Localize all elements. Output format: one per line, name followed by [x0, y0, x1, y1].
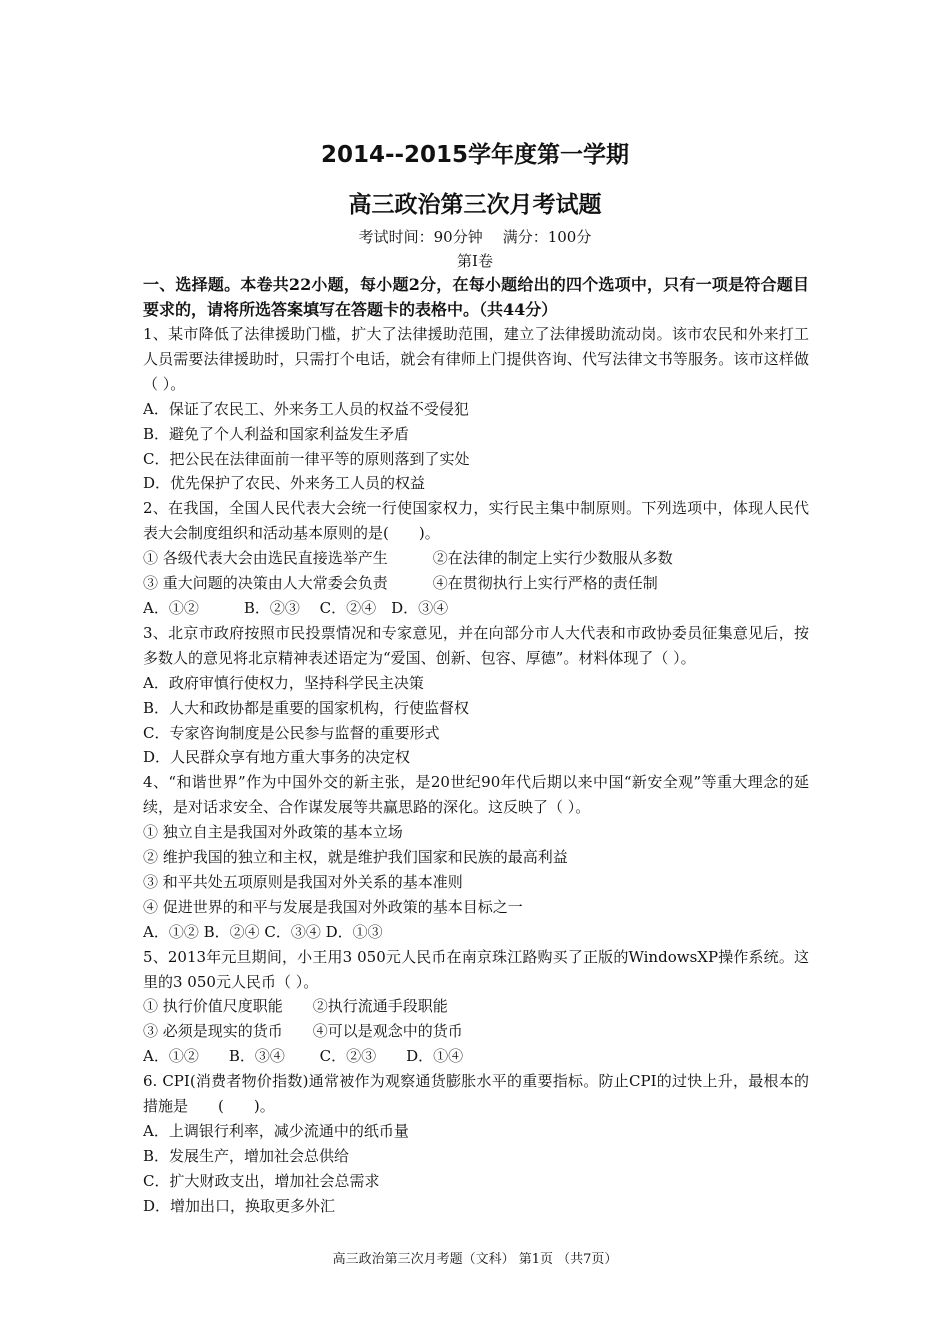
option-line: B．发展生产，增加社会总供给: [143, 1146, 350, 1165]
option-line: A．上调银行利率，减少流通中的纸币量: [143, 1122, 409, 1140]
option-line: ① 各级代表大会由选民直接选举产生 ②在法律的制定上实行少数服从多数: [143, 549, 673, 568]
question-5: [143, 945, 809, 1070]
question-stem: 6. CPI(消费者物价指数)通常被作为观察通货膨胀水平的重要指标。防止CPI的过快上升，最根本的措施是 ( )。: [143, 1072, 809, 1116]
option-line: B．避免了个人利益和国家利益发生矛盾: [143, 424, 410, 443]
exam-time: 考试时间：90分钟: [358, 228, 483, 246]
volume-label: 第I卷: [457, 252, 493, 270]
option-line: ① 执行价值尺度职能 ②执行流通手段职能: [143, 997, 448, 1016]
question-stem: 5、2013年元旦期间，小王用3 050元人民币在南京珠江路购买了正版的WindowsXP操作系统。这里的3 050元人民币（ ）。: [143, 947, 809, 991]
option-line: ① 独立自主是我国对外政策的基本立场: [143, 823, 403, 842]
full-score: 满分：100分: [502, 228, 592, 246]
question-6: [143, 1069, 809, 1218]
question-stem: 4、“和谐世界”作为中国外交的新主张，是20世纪90年代后期以来中国“新安全观”等重大理念的延续，是对话求安全、合作谋发展等共赢思路的深化。这反映了（ ）。: [143, 773, 809, 817]
option-line: ③ 和平共处五项原则是我国对外关系的基本准则: [143, 872, 463, 891]
question-stem: 3、北京市政府按照市民投票情况和专家意见，并在向部分市人大代表和市政协委员征集意见后，按多数人的意见将北京精神表述语定为“爱国、创新、包容、厚德”。材料体现了（ ）。: [143, 623, 809, 667]
option-line: A．保证了农民工、外来务工人员的权益不受侵犯: [143, 399, 469, 418]
question-3: [143, 621, 809, 770]
option-line: ④ 促进世界的和平与发展是我国对外政策的基本目标之一: [143, 897, 523, 916]
section-heading: 一、选择题。本卷共22小题，每小题2分，在每小题给出的四个选项中，只有一项是符合题目要求的，请将所选答案填写在答题卡的表格中。（共44分）: [143, 275, 809, 319]
option-line: ② 维护我国的独立和主权，就是维护我们国家和民族的最高利益: [143, 848, 568, 867]
option-line: D．增加出口，换取更多外汇: [143, 1196, 336, 1215]
title-line-2: 高三政治第三次月考试题: [348, 192, 602, 218]
option-line: B．人大和政协都是重要的国家机构，行使监督权: [143, 698, 470, 717]
option-line: D．优先保护了农民、外来务工人员的权益: [143, 474, 426, 493]
question-1: [143, 322, 809, 496]
option-line: A．政府审慎行使权力，坚持科学民主决策: [143, 673, 424, 692]
page-footer: 高三政治第三次月考题（文科） 第1页 （共7页）: [332, 1252, 618, 1267]
option-line: C．专家咨询制度是公民参与监督的重要形式: [143, 723, 440, 742]
option-line: A．①② B．②④ C．③④ D．①③: [143, 922, 383, 941]
question-4: [143, 770, 809, 944]
exam-meta: [0, 226, 950, 247]
question-content: [143, 272, 809, 1219]
question-2: [143, 496, 809, 621]
option-line: C．扩大财政支出，增加社会总需求: [143, 1171, 380, 1190]
option-line: C．把公民在法律面前一律平等的原则落到了实处: [143, 449, 470, 468]
option-line: D．人民群众享有地方重大事务的决定权: [143, 748, 411, 767]
title-line-1: 2014--2015学年度第一学期: [320, 142, 630, 168]
question-stem: 1、某市降低了法律援助门槛，扩大了法律援助范围，建立了法律援助流动岗。该市农民和外来打工人员需要法律援助时，只需打个电话，就会有律师上门提供咨询、代写法律文书等服务。该市这样做（ ）。: [143, 325, 809, 393]
option-line: A．①② B．③④ C．②③ D．①④: [143, 1047, 464, 1066]
option-line: ③ 必须是现实的货币 ④可以是观念中的货币: [143, 1022, 463, 1041]
option-line: A．①② B．②③ C．②④ D．③④: [143, 598, 449, 617]
option-line: ③ 重大问题的决策由人大常委会负责 ④在贯彻执行上实行严格的责任制: [143, 574, 658, 593]
question-stem: 2、在我国，全国人民代表大会统一行使国家权力，实行民主集中制原则。下列选项中，体现人民代表大会制度组织和活动基本原则的是( )。: [143, 499, 809, 543]
